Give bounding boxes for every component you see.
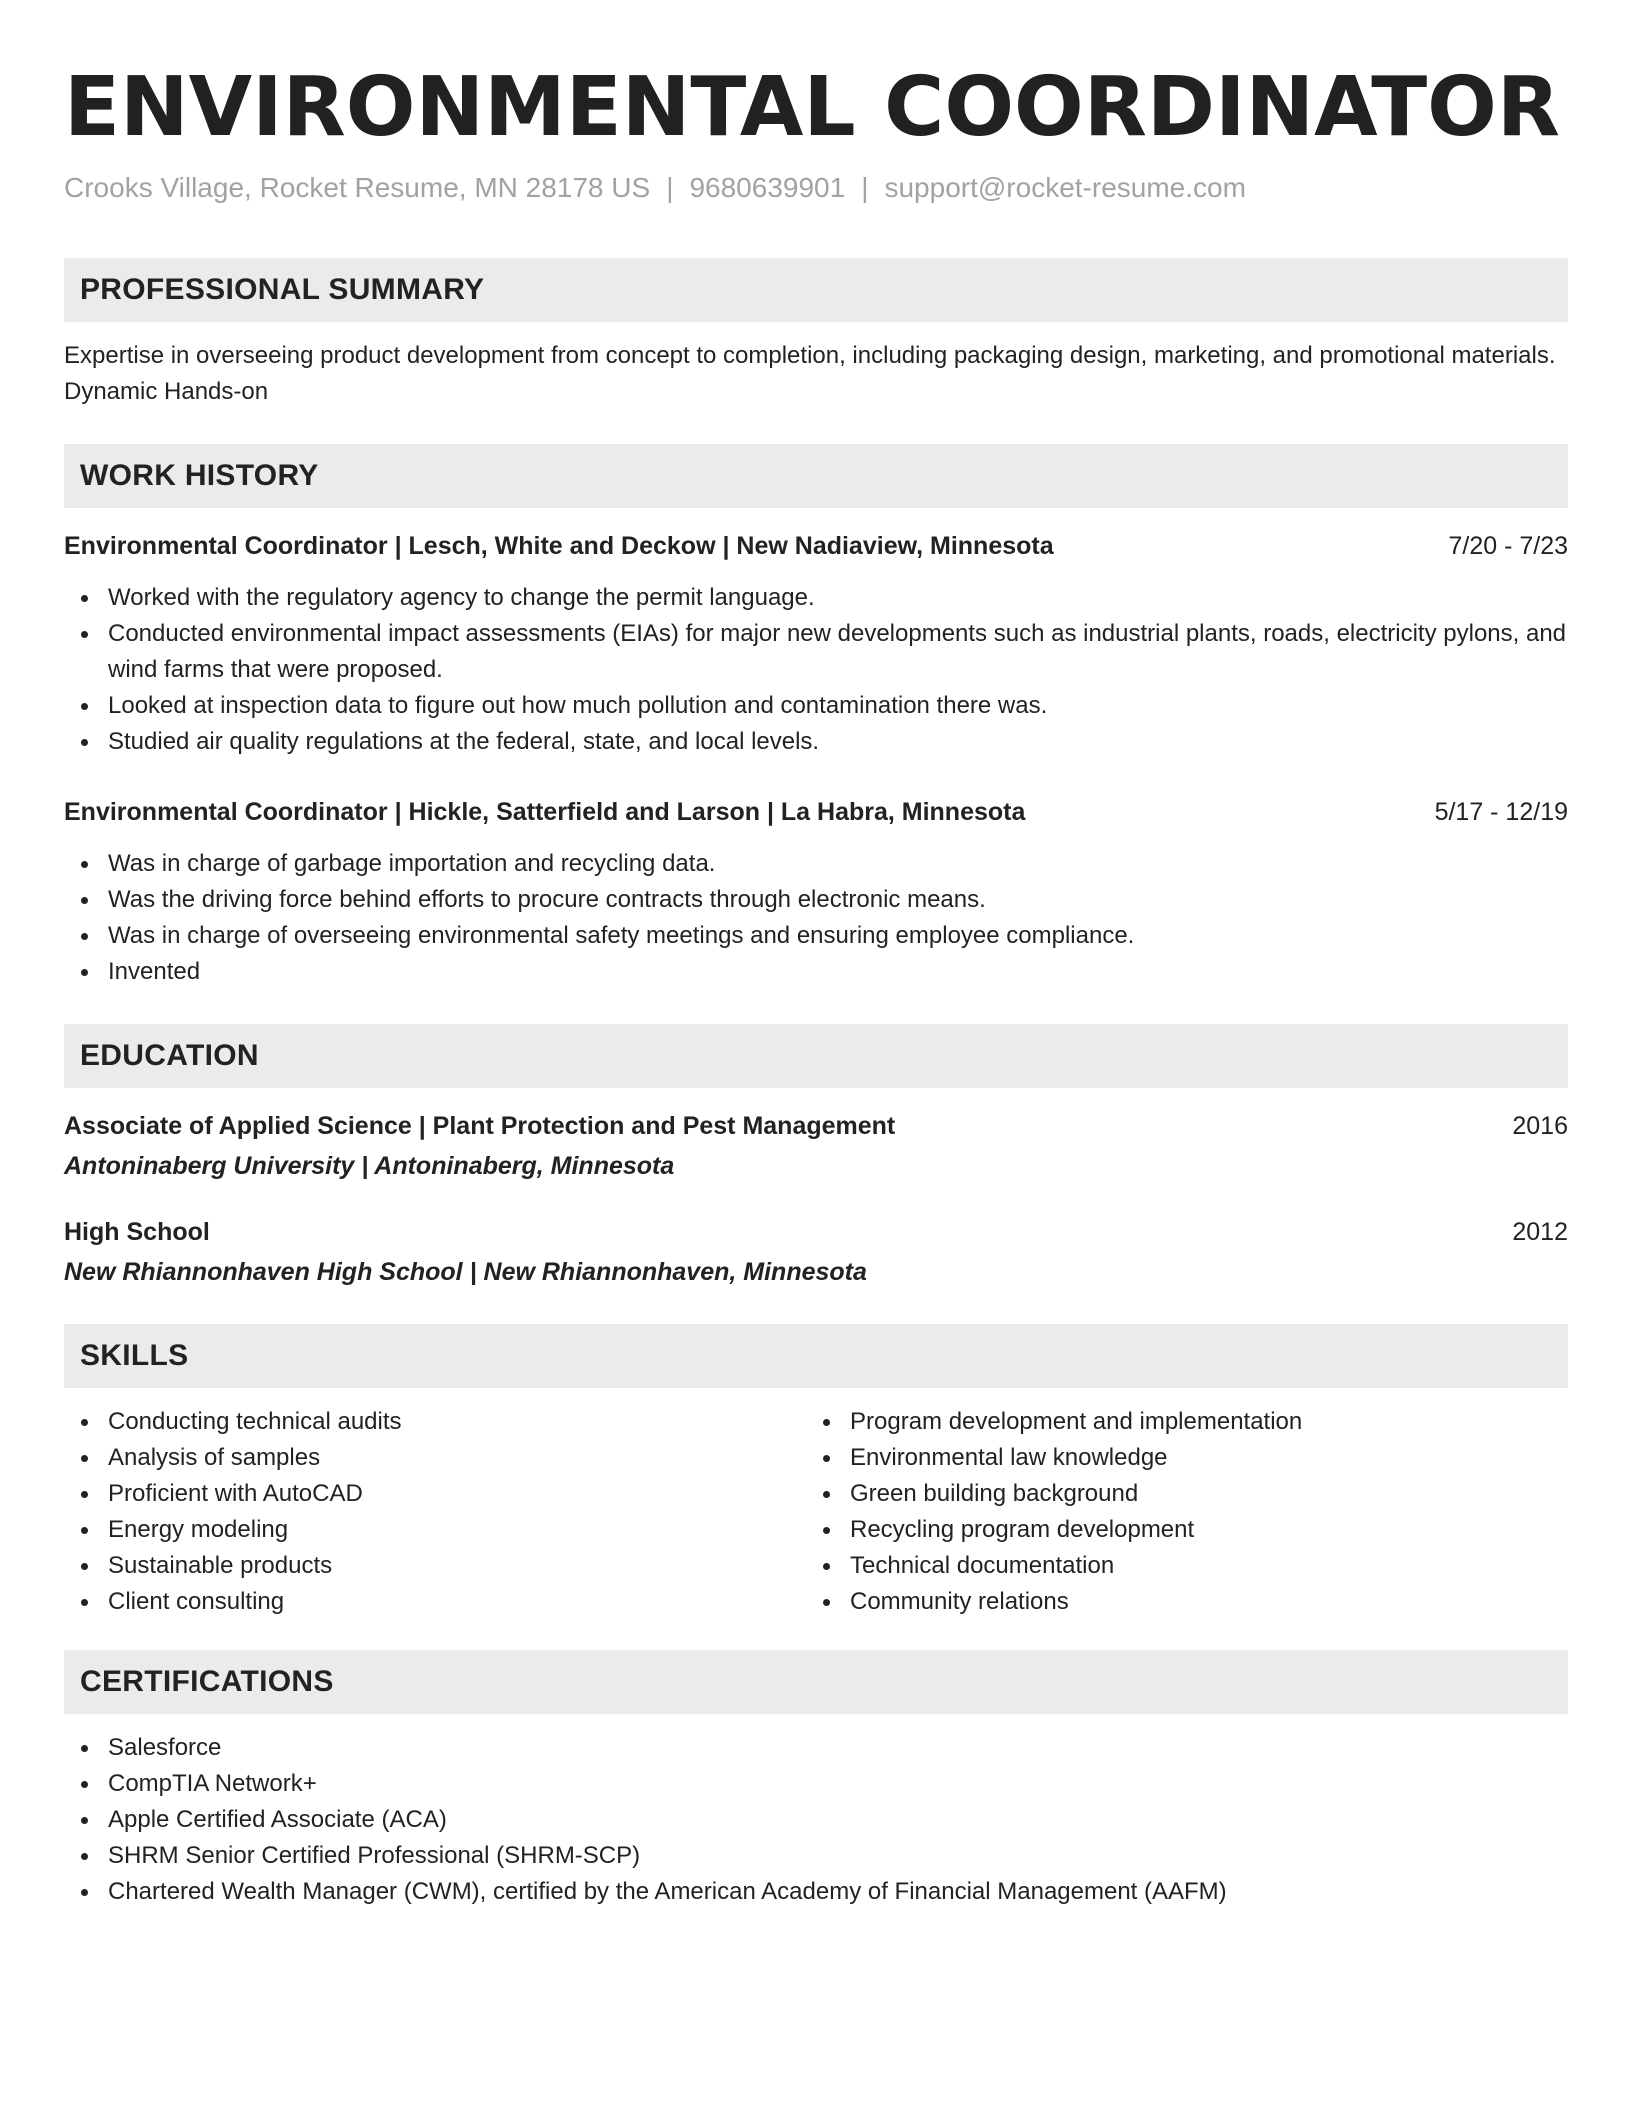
job-bullets: [64, 846, 1568, 990]
job-bullet: Studied air quality regulations at the federal, state, and local levels.: [64, 724, 1568, 760]
summary-text: Expertise in overseeing product development from concept to completion, including packaging design, marketing, and promotional materials. Dynamic Hands-on: [64, 342, 1556, 405]
job-bullets: [64, 580, 1568, 760]
job-title: Environmental Coordinator | Hickle, Satterfield and Larson | La Habra, Minnesota: [64, 798, 1026, 826]
skills-columns: [64, 1404, 1568, 1620]
job-header: [64, 528, 1568, 564]
job-dates: 7/20 - 7/23: [1448, 532, 1568, 560]
contact-email: support@rocket-resume.com: [884, 172, 1246, 203]
skill-item: Client consulting: [64, 1584, 806, 1620]
certification-item: Apple Certified Associate (ACA): [64, 1802, 1568, 1838]
graduation-year: 2012: [1512, 1218, 1568, 1246]
job-header: [64, 794, 1568, 830]
education-header: [64, 1108, 1568, 1144]
job-bullet: Worked with the regulatory agency to change the permit language.: [64, 580, 1568, 616]
skill-item: Energy modeling: [64, 1512, 806, 1548]
contact-separator: |: [666, 172, 674, 203]
degree-title: Associate of Applied Science | Plant Protection and Pest Management: [64, 1112, 896, 1140]
contact-line: [64, 170, 1568, 206]
education-entry: [64, 1108, 1568, 1184]
job-entry: [64, 794, 1568, 990]
skills-right-column: [806, 1404, 1548, 1620]
job-bullet: Looked at inspection data to figure out how much pollution and contamination there was.: [64, 688, 1568, 724]
job-bullet: Conducted environmental impact assessments (EIAs) for major new developments such as industrial plants, roads, electricity pylons, and wind farms that were proposed.: [64, 616, 1568, 688]
candidate-name: ENVIRONMENTAL COORDINATOR: [64, 60, 1560, 155]
job-dates: 5/17 - 12/19: [1434, 798, 1568, 826]
education-header: [64, 1214, 1568, 1250]
education-heading: EDUCATION: [64, 1024, 1568, 1088]
school-name: New Rhiannonhaven High School | New Rhiannonhaven, Minnesota: [64, 1258, 867, 1286]
resume-page: [64, 0, 1568, 1910]
certifications-list: [64, 1730, 1568, 1910]
certification-item: CompTIA Network+: [64, 1766, 1568, 1802]
graduation-year: 2016: [1512, 1112, 1568, 1140]
work-history-heading: WORK HISTORY: [64, 444, 1568, 508]
skill-item: Technical documentation: [806, 1548, 1548, 1584]
job-entry: [64, 528, 1568, 760]
contact-phone: 9680639901: [689, 172, 846, 203]
skills-heading: SKILLS: [64, 1324, 1568, 1388]
certifications-heading: CERTIFICATIONS: [64, 1650, 1568, 1714]
job-bullet: Invented: [64, 954, 1568, 990]
skills-left-column: [64, 1404, 806, 1620]
job-bullet: Was the driving force behind efforts to procure contracts through electronic means.: [64, 882, 1568, 918]
school-name: Antoninaberg University | Antoninaberg, Minnesota: [64, 1152, 675, 1180]
certification-item: Chartered Wealth Manager (CWM), certified by the American Academy of Financial Management (AAFM): [64, 1874, 1568, 1910]
job-bullet: Was in charge of overseeing environmental safety meetings and ensuring employee compliance.: [64, 918, 1568, 954]
degree-title: High School: [64, 1218, 210, 1246]
skill-item: Program development and implementation: [806, 1404, 1548, 1440]
skill-item: Sustainable products: [64, 1548, 806, 1584]
job-bullet: Was in charge of garbage importation and recycling data.: [64, 846, 1568, 882]
skill-item: Environmental law knowledge: [806, 1440, 1548, 1476]
skill-item: Proficient with AutoCAD: [64, 1476, 806, 1512]
skill-item: Analysis of samples: [64, 1440, 806, 1476]
contact-address: Crooks Village, Rocket Resume, MN 28178 US: [64, 172, 651, 203]
contact-separator: |: [861, 172, 869, 203]
education-entry: [64, 1214, 1568, 1290]
summary-heading: PROFESSIONAL SUMMARY: [64, 258, 1568, 322]
skill-item: Green building background: [806, 1476, 1548, 1512]
certification-item: Salesforce: [64, 1730, 1568, 1766]
skill-item: Community relations: [806, 1584, 1548, 1620]
certification-item: SHRM Senior Certified Professional (SHRM-SCP): [64, 1838, 1568, 1874]
skill-item: Conducting technical audits: [64, 1404, 806, 1440]
job-title: Environmental Coordinator | Lesch, White and Deckow | New Nadiaview, Minnesota: [64, 532, 1054, 560]
skill-item: Recycling program development: [806, 1512, 1548, 1548]
